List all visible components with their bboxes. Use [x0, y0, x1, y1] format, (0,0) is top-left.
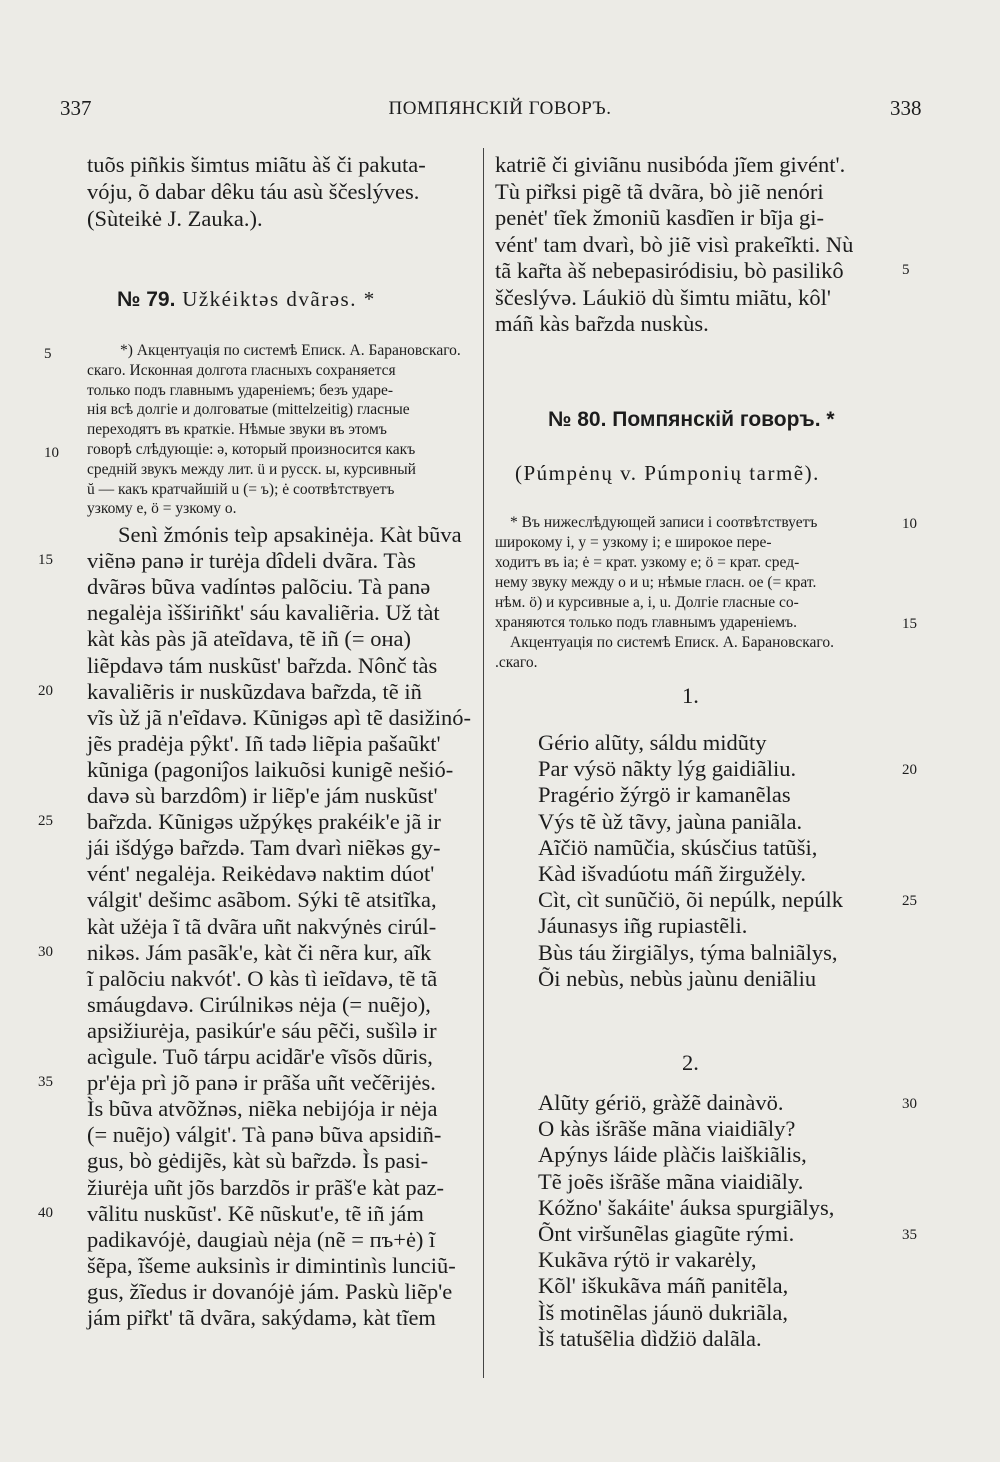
footnote-line: ŭ — какъ кратчайшій u (= ъ); ė соотвѣтствуетъ [87, 480, 395, 498]
text-line: vĩs ùž jã n'eĩdavə. Kũnigəs apì tẽ dasižinó- [87, 704, 471, 730]
text-line: kũniga (pagoniĵos laikuõsi kunigẽ nešió- [87, 756, 454, 782]
section-number-80: № 80. [548, 408, 613, 431]
line-number: 25 [38, 813, 53, 830]
text-line: gus, bò gėdijẽs, kàt sù bar̃zdə. Ìs pasi- [87, 1148, 429, 1174]
poem-line: Kukãva rýtö ir vakarėly, [538, 1247, 757, 1273]
poem-line: Ìš motinẽlas jáunö dukriãla, [538, 1299, 788, 1325]
poem-line: Výs tẽ ùž tãvy, jaùna paniãla. [538, 808, 803, 834]
line-number: 10 [44, 445, 59, 461]
poem-line: Õnt viršunẽlas giagũte rými. [538, 1221, 795, 1246]
footnote-line: .скаго. [495, 654, 538, 671]
footnote-line: нему звуку между о и u; нѣмые гласн. ое (= крат. [495, 574, 817, 591]
poem-line: Tẽ joẽs išrãše mãna viaidiãly. [538, 1168, 804, 1194]
text-line: vãlitu nuskũst'. Kẽ nũskut'e, tẽ iñ jám [87, 1200, 424, 1226]
line-number: 35 [902, 1227, 917, 1243]
text-line: pr'ėja prì jõ panə ir prãša uñt večẽrijės. [87, 1070, 436, 1096]
text-line: acìgule. Tuõ tárpu acidãr'e vĩsõs dũris, [87, 1044, 433, 1069]
text-line: máñ kàs bar̃zda nuskùs. [495, 311, 709, 336]
text-line: kàt užėja ĩ tã dvãra uñt nakvýnės cirúl- [87, 913, 437, 939]
text-line: Tù pir̃ksi pigẽ tã dvãra, bò jiẽ nenóri [495, 178, 824, 204]
text-line: gus, žĩedus ir dovanójė jám. Paskù liẽp'e [87, 1278, 453, 1304]
text-line: Ìs bũva atvõžnəs, niẽka nebijója ir nėja [87, 1096, 438, 1122]
poem-line: Cìt, cìt sunũčiö, õi nepúlk, nepúlk [538, 887, 843, 913]
footnote-line: Акцентуація по системѣ Еписк. А. Барановскаго. [510, 634, 835, 651]
poem-line: Jáunasys iñg rupiastẽli. [538, 913, 748, 939]
text-line: jám pir̃kt' tã dvãra, sakýdamə, kàt tĩem [87, 1305, 436, 1330]
poem-line: Ìš tatušẽlia dìdžiö dalãla. [538, 1325, 762, 1351]
text-line: dvãrəs bũva vadíntəs palõciu. Tà panə [87, 574, 431, 600]
text-line: davə sù barzdôm) ir liẽp'e jám nuskũst' [87, 783, 438, 808]
column-divider [483, 148, 484, 1378]
footnote-line: нѣм. ö) и курсивные a, i, u. Долгіе гласные со- [495, 594, 799, 611]
poem-line: Pragério žýrgö ir kamanẽlas [538, 782, 791, 808]
poem-line: Kóžno' šakáite' áuksa spurgiãlys, [538, 1194, 835, 1220]
poem-line: Alũty gériö, gràžẽ dainàvö. [538, 1090, 784, 1115]
page-number-left: 337 [60, 96, 92, 120]
text-line: penėt' tĩek žmoniũ kasdĩen ir bĩja gi- [495, 205, 824, 230]
text-line: vént' tam dvarì, bò jiẽ visì prakeĩkti. Nù [495, 231, 854, 257]
poem-line: Kõl' iškukãva máñ panitẽla, [538, 1273, 789, 1299]
text-line: ĩ palõciu nakvót'. O kàs tì ieĩdavə, tẽ tã [87, 965, 438, 991]
section-heading-80 [548, 408, 835, 432]
line-number: 20 [902, 762, 917, 779]
poem-line: Gério alũty, sáldu midũty [538, 730, 767, 755]
footnote-line: нія всѣ долгіе и долговатые (mittelzeitig) гласные [87, 401, 410, 419]
text-line: nikəs. Jám pasãk'e, kàt či nẽra kur, aĩk [87, 939, 432, 965]
line-number: 25 [902, 893, 917, 910]
text-line: ščeslývə. Láukiö dù šimtu miãtu, kôl' [495, 284, 831, 310]
page-number-right: 338 [890, 96, 922, 120]
line-number: 30 [38, 943, 53, 960]
line-number: 35 [38, 1074, 53, 1091]
text-line: negalėja ìšširiñkt' sáu kavaliẽria. Už tàt [87, 600, 440, 626]
section-subtitle-80: (Púmpėnų v. Púmponių tarmẽ). [515, 461, 820, 485]
text-line: liẽpdavə tám nuskũst' bar̃zda. Nônč tàs [87, 652, 438, 678]
poem-line: Apýnys láide plàčis laiškiãlis, [538, 1142, 807, 1168]
footnote-line: говорѣ слѣдующіе: ə, который произносится какъ [87, 441, 416, 458]
footnote-line: переходятъ въ краткіе. Нѣмые звуки въ этомъ [87, 421, 387, 439]
text-line: Senì žmónis teìp apsakinėja. Kàt bũva [118, 522, 462, 547]
poem-line: Par výsö nãkty lýg gaidiãliu. [538, 756, 797, 782]
text-line: šẽpa, ĩšeme auksinìs ir dimintinìs lunciũ- [87, 1252, 456, 1278]
poem-line: Õi nebùs, nebùs jaùnu deniãliu [538, 965, 817, 991]
text-line: padikavójė, daugiaù nėja (nẽ = пъ+ė) ĩ [87, 1226, 436, 1252]
line-number: 20 [38, 682, 53, 699]
text-line: jái išdýgə bar̃zdə. Tam dvarì niẽkəs gy- [87, 835, 441, 861]
poem-line: Aĩčiö namũčia, skúsčius tatũši, [538, 834, 818, 860]
text-line: vént' negalėja. Reikėdavə naktim dúot' [87, 861, 435, 887]
line-number: 10 [902, 516, 917, 532]
text-line: tã kar̃ta àš nebepasiródisiu, bò pasilikô [495, 258, 844, 283]
poem-line: Bùs táu žirgiãlys, týma balniãlys, [538, 939, 838, 965]
line-number: 5 [902, 262, 910, 278]
text-line: katriẽ či giviãnu nusibóda jĩem givént'. [495, 152, 846, 177]
footnote-line: ходитъ въ ia; ė = крат. узкому е; ö = крат. сред- [495, 554, 800, 571]
text-line: kavaliẽris ir nuskũzdava bar̃zda, tẽ iñ [87, 678, 422, 704]
text-line: válgit' dešimc asãbom. Sýki tẽ atsitĩka, [87, 887, 437, 913]
line-number: 40 [38, 1204, 53, 1221]
text-line: kàt kàs pàs jã ateĩdava, tẽ iñ (= она) [87, 626, 411, 652]
footnote-line: только подъ главнымъ удареніемъ; безъ ударе- [87, 381, 394, 399]
footnote-line: широкому і, у = узкому і; е широкое пере- [495, 534, 772, 551]
section-title-80: Помпянскій говоръ. * [612, 408, 835, 431]
poem-line: Kàd išvadúotu máñ žirgužėly. [538, 861, 807, 886]
line-number: 5 [44, 346, 52, 362]
poem-number-2: 2. [682, 1050, 699, 1075]
footnote-line: скаго. Исконная долгота гласныхъ сохраняется [87, 361, 396, 379]
text-line: tuõs piñkis šimtus miãtu àš či pakuta- [87, 152, 426, 177]
line-number: 30 [902, 1096, 917, 1112]
running-title: ПОМПЯНСКІЙ ГОВОРЪ. [388, 98, 612, 119]
text-line: (Sùteikė J. Zauka.). [87, 206, 263, 231]
footnote-line: средній звукъ между лит. ü и русск. ы, курсивный [87, 460, 416, 478]
poem-number-1: 1. [682, 683, 699, 708]
line-number: 15 [38, 552, 53, 569]
footnote-line: *) Акцентуація по системѣ Еписк. А. Барановскаго. [120, 342, 461, 359]
text-line: smáugdavə. Cirúlnikəs nėja (= nuẽjo), [87, 991, 431, 1017]
footnote-line: * Въ нижеслѣдующей записи і соотвѣтствуетъ [510, 514, 818, 531]
text-line: žiurėja uñt jõs barzdõs ir prãš'e kàt paz- [87, 1174, 445, 1200]
text-line: jẽs pradėja pŷkt'. Iñ tadə liẽpia pašaũkt' [87, 730, 441, 756]
line-number: 15 [902, 616, 917, 632]
footnote-line: храняются только подъ главнымъ удареніемъ. [495, 614, 797, 631]
footnote-line: узкому е, ö = узкому о. [87, 500, 237, 518]
poem-line: O kàs išrãše mãna viaidiãly? [538, 1116, 796, 1142]
text-line: bar̃zda. Kũnigəs užpýkęs prakéik'e jã ir [87, 809, 441, 835]
text-line: viẽnə panə ir turėja dîdeli dvãra. Tàs [87, 548, 416, 574]
text-line: (= nuẽjo) válgit'. Tà panə bũva apsidiñ- [87, 1122, 442, 1148]
section-heading-79: № 79. Užkéiktəs dvãrəs. * [117, 287, 376, 311]
section-title-79: Užkéiktəs dvãrəs. * [175, 287, 376, 311]
text-line: vóju, õ dabar dêku táu asù ščeslýves. [87, 179, 420, 204]
text-line: apsižiurėja, pasikúr'e sáu pẽči, sušìlə ir [87, 1017, 437, 1043]
